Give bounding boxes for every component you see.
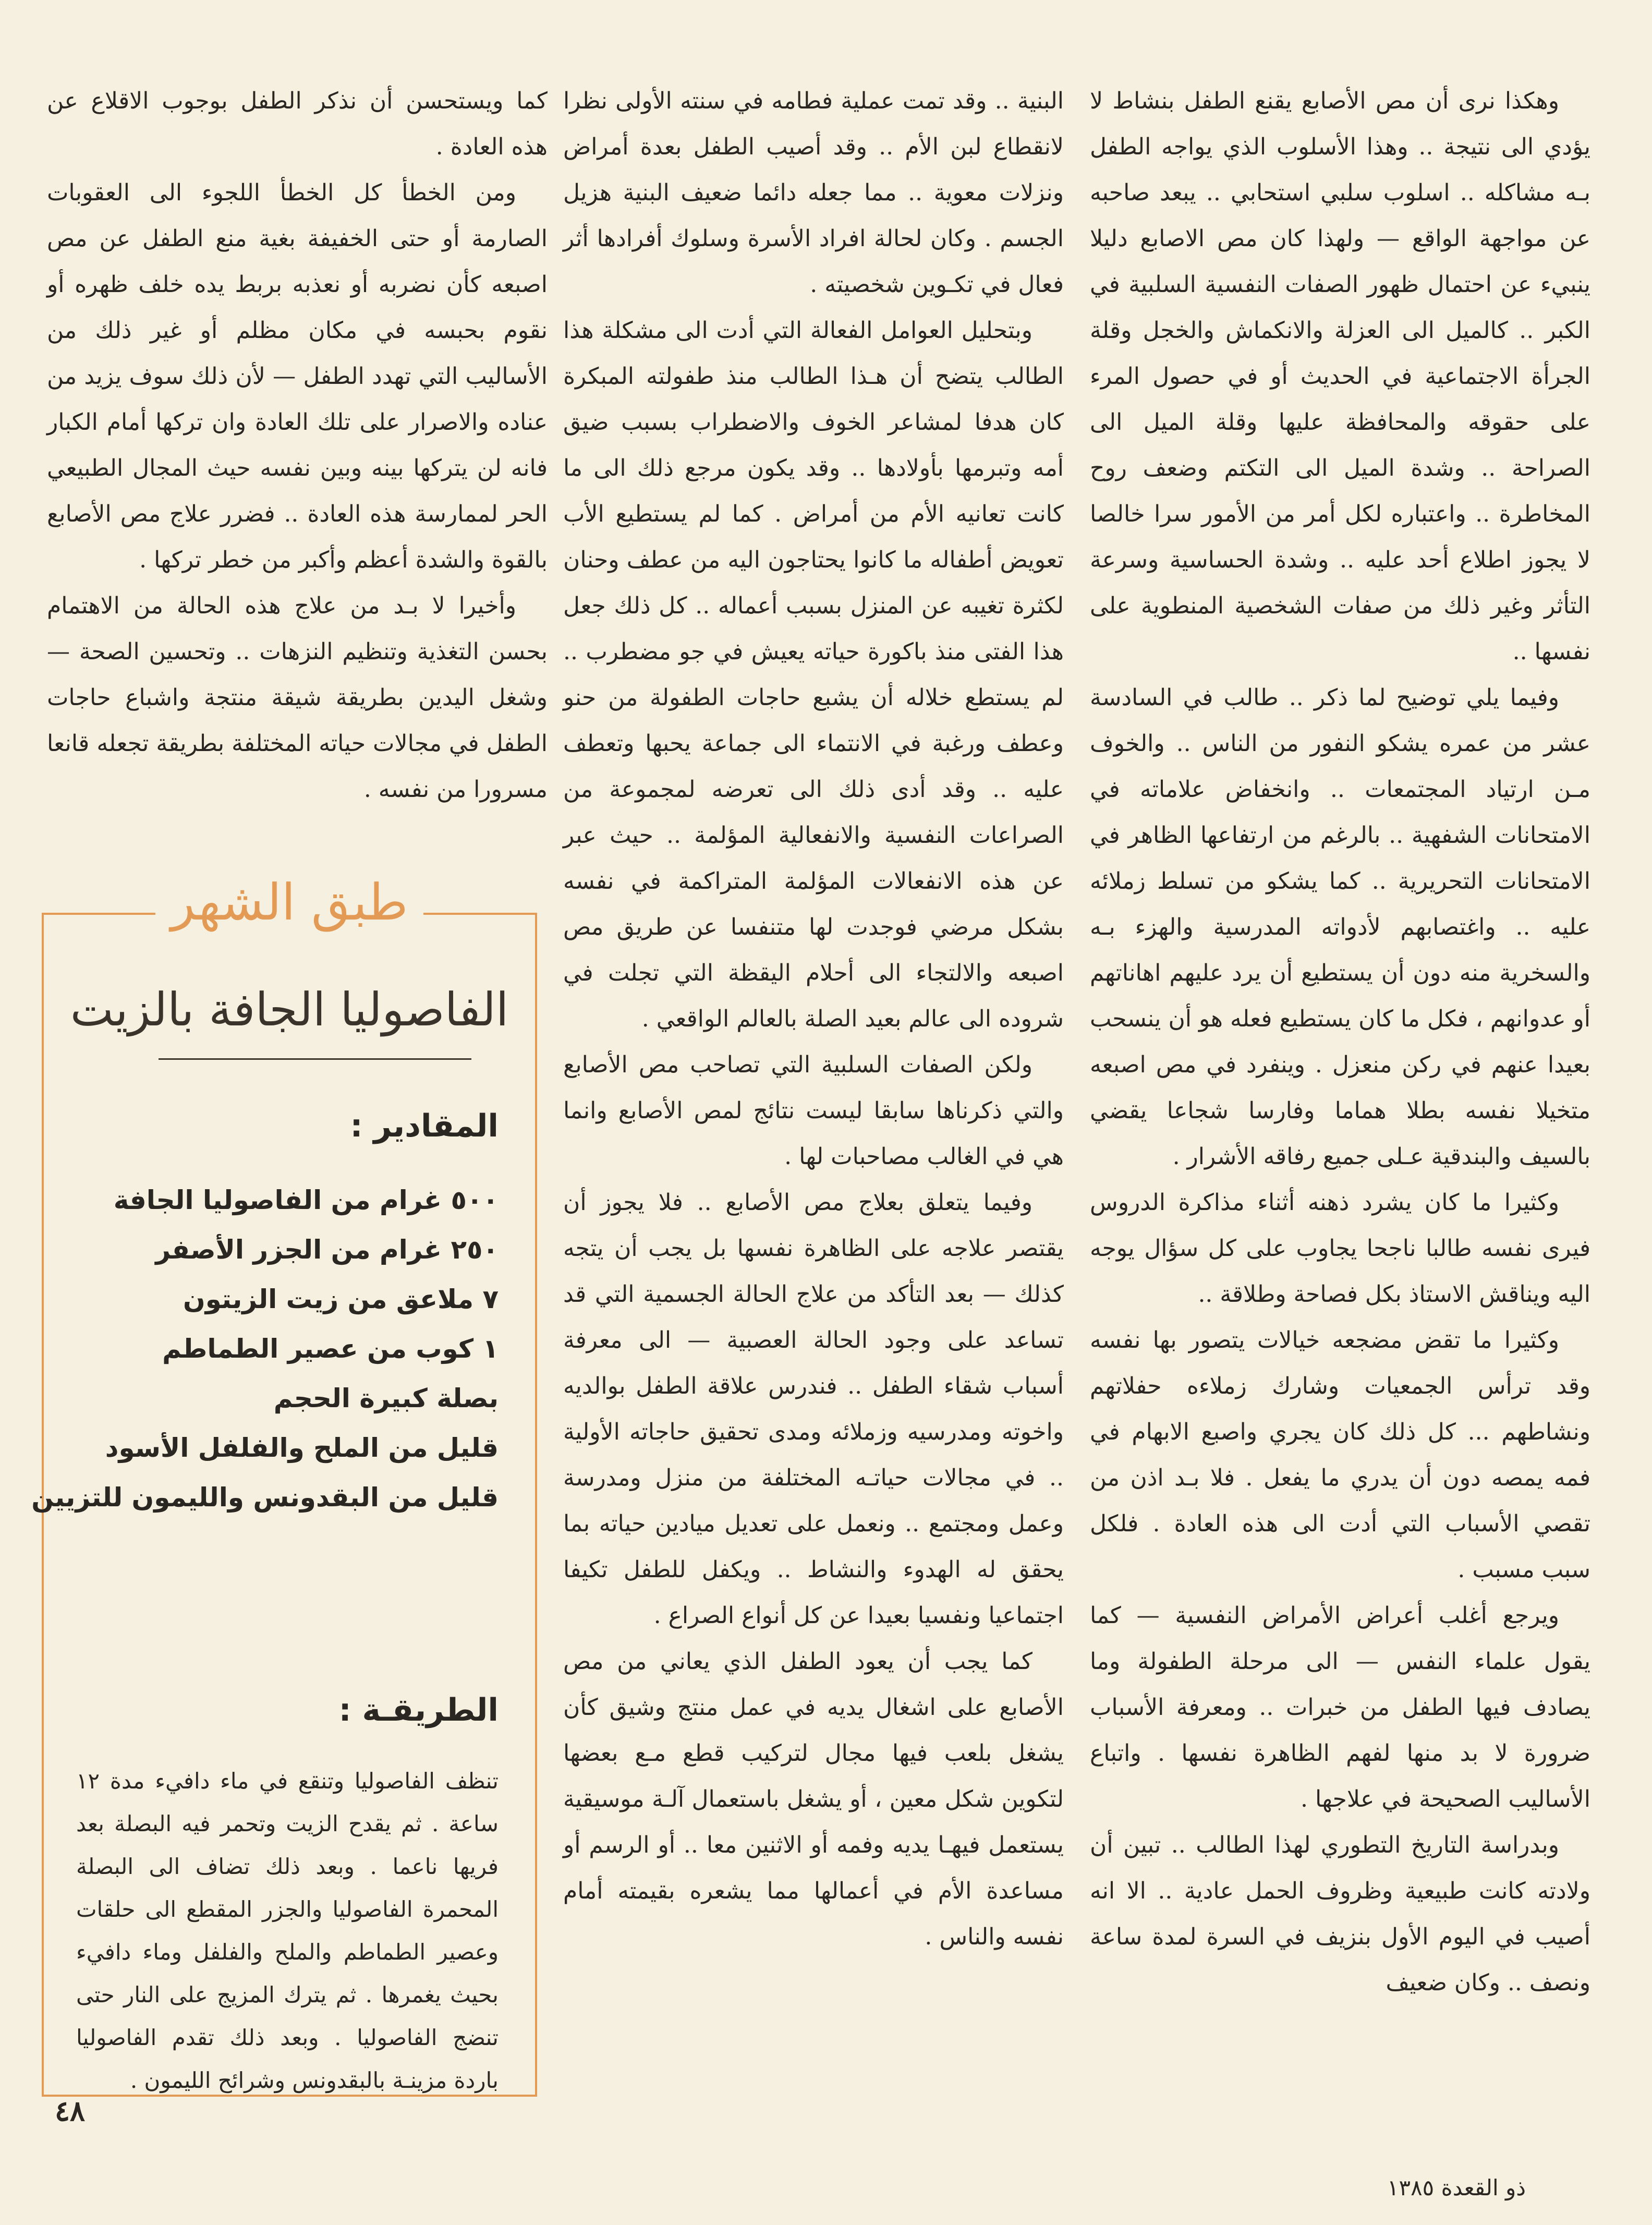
recipe-title: الفاصوليا الجافة بالزيت (70, 983, 509, 1036)
page-number: ٤٨ (55, 2094, 86, 2127)
paragraph: البنية .. وقد تمت عملية فطامه في سنته الأولى نظرا لانقطاع لبن الأم .. وقد أصيب الطفل بعدة أمراض ونزلات معوية .. مما جعله دائما ضعيف البنية هزيل الجسم . وكان لحالة افراد الأسرة وسلوك أفرادها أثر فعال في تكـوين شخصيته . (563, 88, 1064, 298)
method-text: تنظف الفاصوليا وتنقع في ماء دافيء مدة ١٢ ساعة . ثم يقدح الزيت وتحمر فيه البصلة بعد فريها ناعما . وبعد ذلك تضاف الى البصلة المحمرة الفاصوليا والجزر المقطع الى حلقات وعصير الطماطم والملح والفلفل وماء دافيء بحيث يغمرها . ثم يترك المزيج على النار حتى تنضج الفاصوليا . وبعد ذلك تقدم الفاصوليا باردة مزينـة بالبقدونس وشرائح الليمون . (76, 1768, 499, 2093)
ingredient-item: ٧ ملاعق من زيت الزيتون (183, 1284, 499, 1314)
article-column-middle (563, 78, 1064, 1960)
paragraph: وبدراسة التاريخ التطوري لهذا الطالب .. تبين أن ولادته كانت طبيعية وظروف الحمل عادية .. الا انه أصيب في اليوم الأول بنزيف في السرة لمدة ساعة ونصف .. وكان ضعيف (1090, 1832, 1590, 1996)
recipe-banner (44, 873, 535, 932)
ingredient-item: ١ كوب من عصير الطماطم (162, 1334, 499, 1364)
paragraph: وهكذا نرى أن مص الأصابع يقنع الطفل بنشاط لا يؤدي الى نتيجة .. وهذا الأسلوب الذي يواجه الطفل بـه مشاكله .. اسلوب سلبي استحابي .. يبعد صاحبه عن مواجهة الواقع — ولهذا كان مص الاصابع دليلا ينبيء عن احتمال ظهور الصفات النفسية السلبية في الكبر .. كالميل الى العزلة والانكماش والخجل وقلة الجرأة الاجتماعية في الحديث أو في حصول المرء على حقوقه والمحافظة عليها وقلة الميل الى الصراحة .. وشدة الميل الى التكتم وضعف روح المخاطرة .. واعتباره لكل أمر من الأمور سرا خالصا لا يجوز اطلاع أحد عليه .. وشدة الحساسية وسرعة التأثر وغير ذلك من صفات الشخصية المنطوية على نفسها .. (1090, 88, 1590, 665)
paragraph: وفيما يتعلق بعلاج مص الأصابع .. فلا يجوز أن يقتصر علاجه على الظاهرة نفسها بل يجب أن يتجه كذلك — بعد التأكد من علاج الحالة الجسمية التي قد تساعد على وجود الحالة العصبية — الى معرفة أسباب شقاء الطفل .. فندرس علاقة الطفل بوالديه واخوته ومدرسيه وزملائه ومدى تحقيق حاجاته الأولية .. في مجالات حياتـه المختلفة من منزل ومدرسة وعمل ومجتمع .. ونعمل على تعديل ميادين حياته بما يحقق له الهدوء والنشاط .. ويكفل للطفل تكيفا اجتماعيا ونفسيا بعيدا عن كل أنواع الصراع . (563, 1189, 1064, 1629)
ingredient-item: قليل من الملح والفلفل الأسود (105, 1433, 499, 1463)
method-heading: الطريقـة : (338, 1692, 499, 1728)
paragraph: ولكن الصفات السلبية التي تصاحب مص الأصابع والتي ذكرناها سابقا ليست نتائج لمص الأصابع وانما هي في الغالب مصاحبات لها . (563, 1051, 1064, 1170)
paragraph: وفيما يلي توضيح لما ذكر .. طالب في السادسة عشر من عمره يشكو النفور من الناس .. والخوف مـن ارتياد المجتمعات .. وانخفاض علاماته في الامتحانات الشفهية .. بالرغم من ارتفاعها الظاهر في الامتحانات التحريرية .. كما يشكو من تسلط زملائه عليه .. واغتصابهم لأدواته المدرسية والهزء بـه والسخرية منه دون أن يستطيع أن يرد عليهم اهاناتهم أو عدوانهم ، فكل ما كان يستطيع فعله هو أن ينسحب بعيدا عنهم في ركن منعزل . وينفرد في مص اصبعه متخيلا نفسه بطلا هماما وفارسا شجاعا يقضي بالسيف والبندقية عـلى جميع رفاقه الأشرار . (1090, 684, 1590, 1170)
article-column-right (1090, 78, 1590, 2006)
ingredient-item: ٢٥٠ غرام من الجزر الأصفر (155, 1235, 499, 1265)
ingredients-list (31, 1176, 499, 1522)
recipe-title-underline (159, 1058, 471, 1060)
paragraph: كما ويستحسن أن نذكر الطفل بوجوب الاقلاع عن هذه العادة . (47, 88, 548, 160)
ingredient-item: قليل من البقدونس والليمون للتزيين (31, 1482, 499, 1513)
ingredients-heading: المقادير : (350, 1108, 499, 1144)
paragraph: ويرجع أغلب أعراض الأمراض النفسية — كما يقول علماء النفس — الى مرحلة الطفولة وما يصادف فيها الطفل من خبرات .. ومعرفة الأسباب ضرورة لا بد منها لفهم الظاهرة نفسها . واتباع الأساليب الصحيحة في علاجها . (1090, 1602, 1590, 1812)
ingredient-item: بصلة كبيرة الحجم (273, 1383, 499, 1413)
paragraph: وكثيرا ما تقض مضجعه خيالات يتصور بها نفسه وقد ترأس الجمعيات وشارك زملاءه حفلاتهم ونشاطهم ... كل ذلك كان يجري واصبع الابهام في فمه يمصه دون أن يدري ما يفعل . فلا بـد اذن من تقصي الأسباب التي أدت الى هذه العادة . فلكل سبب مسبب . (1090, 1327, 1590, 1583)
paragraph: وبتحليل العوامل الفعالة التي أدت الى مشكلة هذا الطالب يتضح أن هـذا الطالب منذ طفولته المبكرة كان هدفا لمشاعر الخوف والاضطراب بسبب ضيق أمه وتبرمها بأولادها .. وقد يكون مرجع ذلك الى ما كانت تعانيه الأم من أمراض . كما لم يستطيع الأب تعويض أطفاله ما كانوا يحتاجون اليه من عطف وحنان لكثرة تغيبه عن المنزل بسبب أعماله .. كل ذلك جعل هذا الفتى منذ باكورة حياته يعيش في جو مضطرب .. لم يستطع خلاله أن يشبع حاجات الطفولة من حنو وعطف ورغبة في الانتماء الى جماعة يحبها وتعطف عليه .. وقد أدى ذلك الى تعرضه لمجموعة من الصراعات النفسية والانفعالية المؤلمة .. حيث عبر عن هذه الانفعالات المؤلمة المتراكمة في نفسه بشكل مرضي فوجدت لها متنفسا عن طريق مص اصبعه والالتجاء الى أحلام اليقظة التي تجلت في شروده الى عالم بعيد الصلة بالعالم الواقعي . (563, 317, 1064, 1032)
article-column-left (47, 78, 548, 813)
paragraph: وأخيرا لا بـد من علاج هذه الحالة من الاهتمام بحسن التغذية وتنظيم النزهات .. وتحسين الصحة — وشغل اليدين بطريقة شيقة منتجة واشباع حاجات الطفل في مجالات حياته المختلفة بطريقة تجعله قانعا مسرورا من نفسه . (47, 592, 548, 803)
recipe-box (31, 873, 537, 2097)
issue-date: ذو القعدة ١٣٨٥ (1387, 2175, 1526, 2200)
paragraph: وكثيرا ما كان يشرد ذهنه أثناء مذاكرة الدروس فيرى نفسه طالبا ناجحا يجاوب على كل سؤال يوجه اليه ويناقش الاستاذ بكل فصاحة وطلاقة .. (1090, 1189, 1590, 1308)
paragraph: كما يجب أن يعود الطفل الذي يعاني من مص الأصابع على اشغال يديه في عمل منتج وشيق كأن يشغل بلعب فيها مجال لتركيب قطع مـع بعضها لتكوين شكل معين ، أو يشغل باستعمال آلـة موسيقية يستعمل فيهـا يديه وفمه أو الاثنين معا .. أو الرسم أو مساعدة الأم في أعمالها مما يشعره بقيمته أمام نفسه والناس . (563, 1648, 1064, 1950)
paragraph: ومن الخطأ كل الخطأ اللجوء الى العقوبات الصارمة أو حتى الخفيفة بغية منع الطفل عن مص اصبعه كأن نضربه أو نعذبه بربط يده خلف ظهره أو نقوم بحبسه في مكان مظلم أو غير ذلك من الأساليب التي تهدد الطفل — لأن ذلك سوف يزيد من عناده والاصرار على تلك العادة وان تركها أمام الكبار فانه لن يتركها بينه وبين نفسه حيث المجال الطبيعي الحر لممارسة هذه العادة .. فضرر علاج مص الأصابع بالقوة والشدة أعظم وأكبر من خطر تركها . (47, 179, 548, 573)
recipe-banner-label: طبق الشهر (155, 873, 424, 932)
ingredient-item: ٥٠٠ غرام من الفاصوليا الجافة (113, 1185, 499, 1215)
